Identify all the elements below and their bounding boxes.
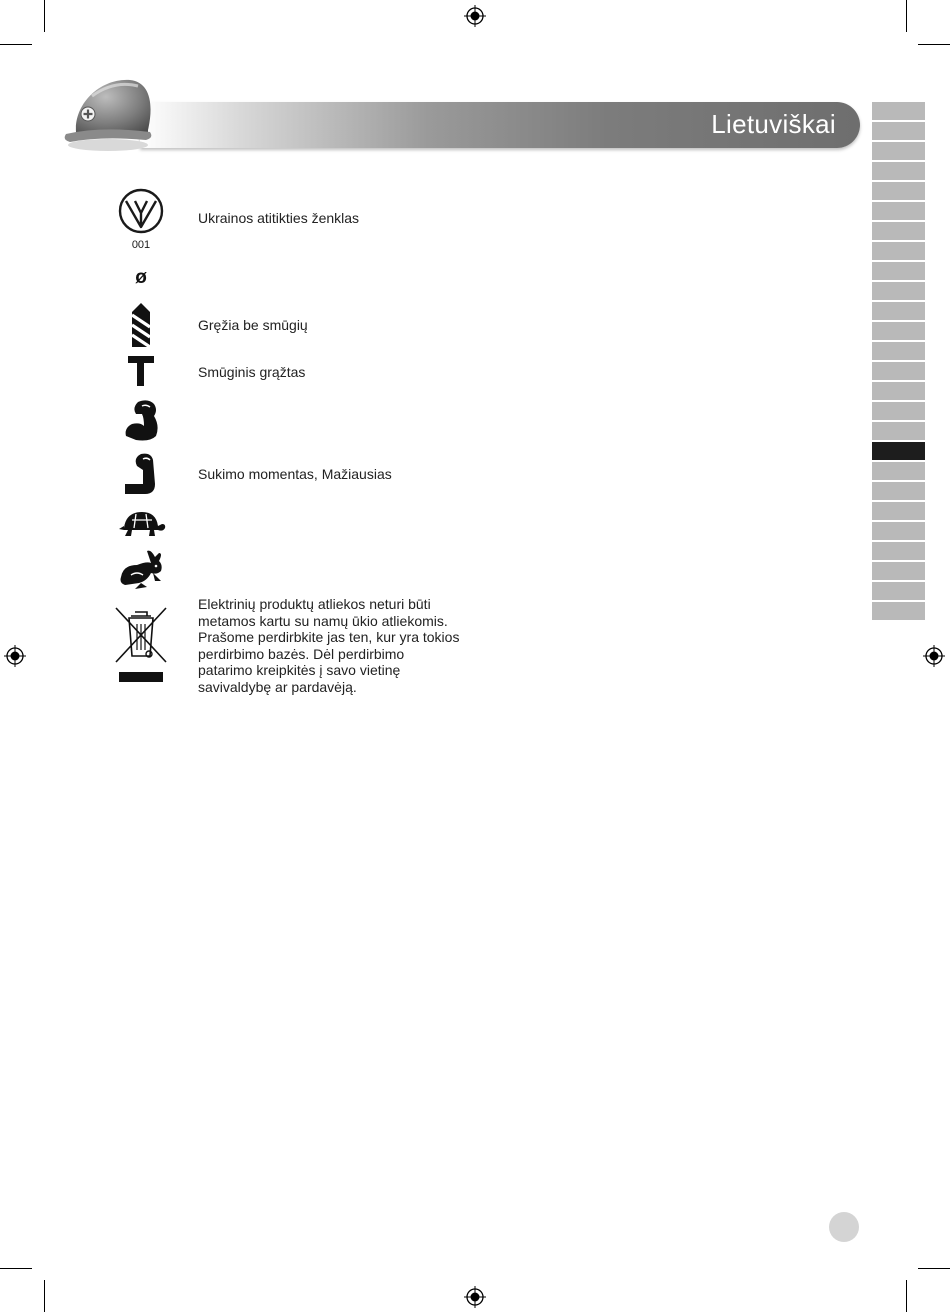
drill-bit-icon bbox=[130, 303, 152, 347]
section-tab bbox=[872, 182, 925, 200]
section-tab bbox=[872, 602, 925, 620]
registration-mark-icon bbox=[464, 1286, 486, 1308]
crop-mark bbox=[918, 1268, 950, 1269]
safety-helmet-icon bbox=[62, 74, 158, 154]
symbol-label: Gręžia be smūgių bbox=[198, 317, 308, 333]
section-tab bbox=[872, 262, 925, 280]
section-tab bbox=[872, 222, 925, 240]
crop-mark bbox=[906, 0, 907, 32]
strong-arm-icon bbox=[122, 398, 160, 442]
section-tab bbox=[872, 522, 925, 540]
conformity-code: 001 bbox=[131, 239, 151, 251]
section-tab bbox=[872, 462, 925, 480]
section-tab bbox=[872, 562, 925, 580]
weee-disposal-text: Elektrinių produktų atliekos neturi būti metamos kartu su namų ūkio atliekomis. Prašome perdirbkite jas ten, kur yra tokios perdirbimo bazės. Dėl perdirbimo patarimo kreipkitės į savo vietinę savivaldybę ar pardavėją. bbox=[198, 596, 460, 695]
symbol-label: Ukrainos atitikties ženklas bbox=[198, 210, 360, 226]
section-tab bbox=[872, 342, 925, 360]
diameter-icon: ø bbox=[135, 267, 147, 288]
symbol-row bbox=[112, 398, 170, 442]
section-tab bbox=[872, 282, 925, 300]
registration-mark-icon bbox=[4, 645, 26, 667]
symbol-label: Sukimo momentas, Mažiausias bbox=[198, 466, 392, 482]
section-tab bbox=[872, 502, 925, 520]
crop-mark bbox=[44, 0, 45, 32]
section-tab bbox=[872, 142, 925, 160]
section-tab bbox=[872, 482, 925, 500]
crop-mark bbox=[918, 44, 950, 45]
symbol-row bbox=[112, 549, 170, 589]
section-tab bbox=[872, 582, 925, 600]
symbol-row bbox=[112, 354, 170, 386]
page-title: Lietuviškai bbox=[711, 109, 836, 139]
section-tab bbox=[872, 202, 925, 220]
section-tab bbox=[872, 102, 925, 120]
symbol-label: Smūginis grąžtas bbox=[198, 364, 306, 380]
section-tabs bbox=[872, 102, 925, 622]
section-tab-active bbox=[872, 442, 925, 460]
symbol-row bbox=[112, 266, 170, 290]
weee-crossed-bin-icon bbox=[113, 606, 169, 686]
symbol-row bbox=[112, 507, 170, 539]
crop-mark bbox=[44, 1280, 45, 1312]
section-tab bbox=[872, 302, 925, 320]
weak-arm-icon bbox=[123, 452, 159, 496]
section-tab bbox=[872, 322, 925, 340]
section-tab bbox=[872, 542, 925, 560]
rabbit-icon bbox=[117, 549, 165, 589]
symbol-row bbox=[112, 186, 170, 254]
crop-mark bbox=[906, 1280, 907, 1312]
language-header-band bbox=[140, 102, 860, 148]
symbol-row bbox=[112, 606, 170, 686]
page-number-badge bbox=[829, 1212, 859, 1242]
section-tab bbox=[872, 242, 925, 260]
registration-mark-icon bbox=[923, 645, 945, 667]
turtle-icon bbox=[116, 508, 166, 538]
section-tab bbox=[872, 382, 925, 400]
section-tab bbox=[872, 402, 925, 420]
crop-mark bbox=[0, 44, 32, 45]
symbol-row bbox=[112, 303, 170, 347]
crop-mark bbox=[0, 1268, 32, 1269]
symbol-row bbox=[112, 452, 170, 496]
ukraine-conformity-mark-icon bbox=[117, 187, 165, 253]
section-tab bbox=[872, 422, 925, 440]
hammer-icon bbox=[127, 354, 155, 386]
section-tab bbox=[872, 162, 925, 180]
registration-mark-icon bbox=[464, 5, 486, 27]
section-tab bbox=[872, 362, 925, 380]
section-tab bbox=[872, 122, 925, 140]
